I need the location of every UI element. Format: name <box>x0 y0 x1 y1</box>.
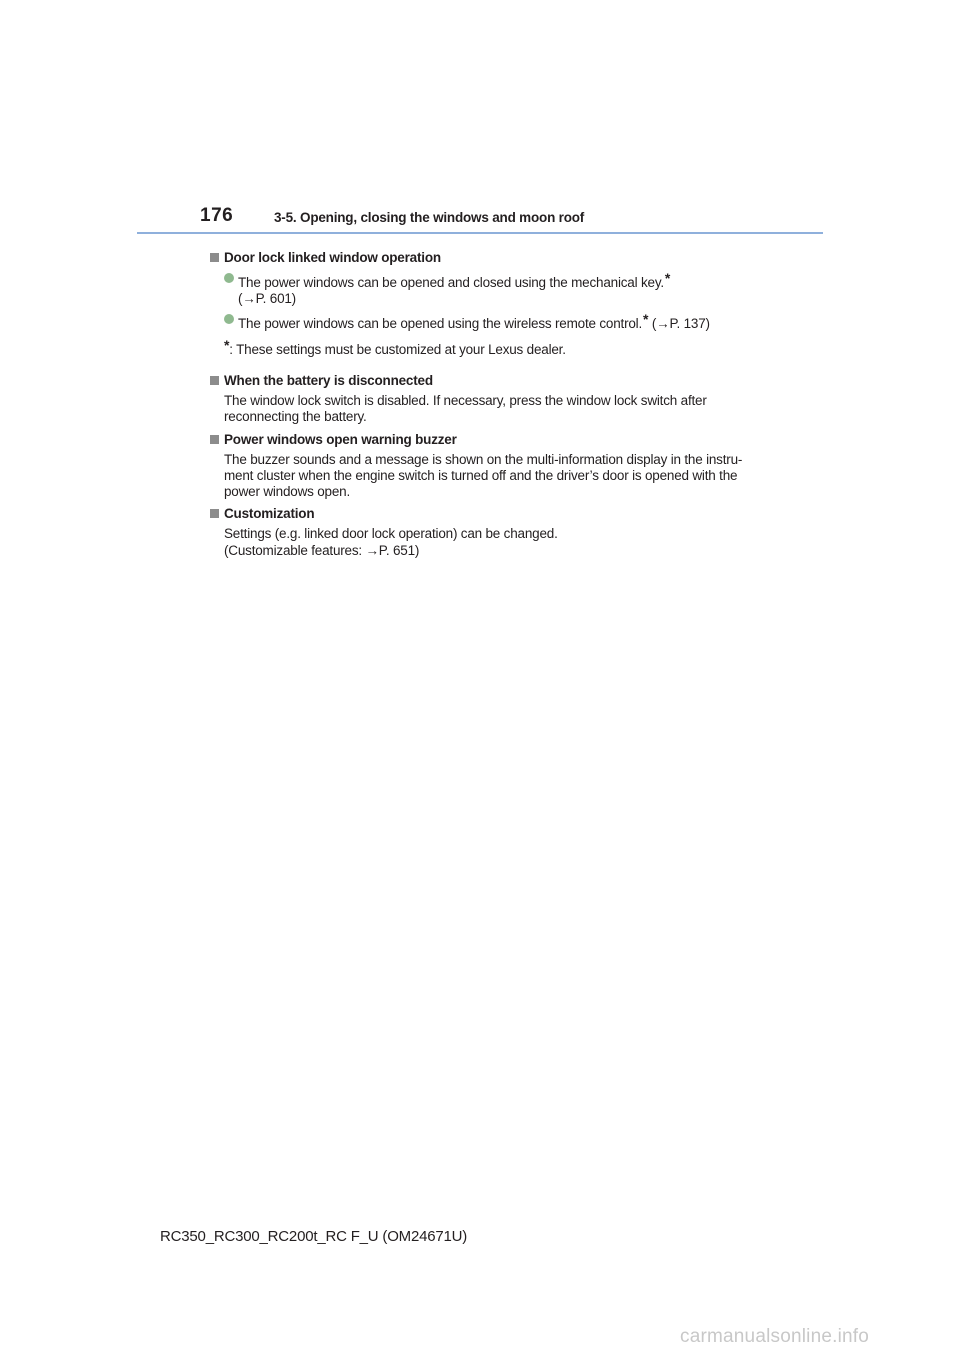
circle-bullet-icon <box>224 314 234 324</box>
page-content <box>208 244 748 559</box>
circle-bullet-icon <box>224 273 234 283</box>
section-paragraph: Settings (e.g. linked door lock operation) can be changed. (Customizable features: →P. 651) <box>224 526 558 558</box>
footnote <box>208 337 748 358</box>
square-bullet-icon <box>210 253 219 262</box>
square-bullet-icon <box>210 376 219 385</box>
section-door-lock-linked <box>208 249 748 358</box>
section-paragraph: The buzzer sounds and a message is shown on the multi-information display in the instru- ment cluster when the engine switch is turned off and the driver’s door is opened with the power windows open. <box>224 451 743 500</box>
section-heading: Door lock linked window operation <box>208 249 748 266</box>
footnote-text: : These settings must be customized at your Lexus dealer. <box>229 342 566 357</box>
watermark: carmanualsonline.info <box>680 1326 870 1347</box>
section-warning-buzzer <box>208 431 748 501</box>
bullet-item <box>208 270 748 307</box>
section-title: 3-5. Opening, closing the windows and moon roof <box>274 210 585 225</box>
asterisk-marker: * <box>664 270 671 286</box>
page-reference: (→P. 137) <box>651 316 710 331</box>
section-heading: Power windows open warning buzzer <box>208 431 748 448</box>
model-code-footer: RC350_RC300_RC200t_RC F_U (OM24671U) <box>160 1228 468 1245</box>
section-battery-disconnected <box>208 372 748 426</box>
square-bullet-icon <box>210 509 219 518</box>
section-heading: Customization <box>208 505 748 522</box>
section-heading: When the battery is disconnected <box>208 372 748 389</box>
bullet-item <box>208 311 748 332</box>
section-paragraph: The window lock switch is disabled. If necessary, press the window lock switch after reconnecting the battery. <box>224 393 707 425</box>
page-reference: (→P. 601) <box>238 291 296 306</box>
page-number: 176 <box>200 205 234 226</box>
bullet-text: The power windows can be opened and closed using the mechanical key. <box>238 275 664 290</box>
square-bullet-icon <box>210 435 219 444</box>
asterisk-marker: * <box>224 337 230 353</box>
bullet-text: The power windows can be opened using the wireless remote control. <box>238 316 643 331</box>
header-divider <box>137 232 823 234</box>
section-customization <box>208 505 748 559</box>
page-header <box>0 0 960 240</box>
asterisk-marker: * <box>643 311 649 327</box>
